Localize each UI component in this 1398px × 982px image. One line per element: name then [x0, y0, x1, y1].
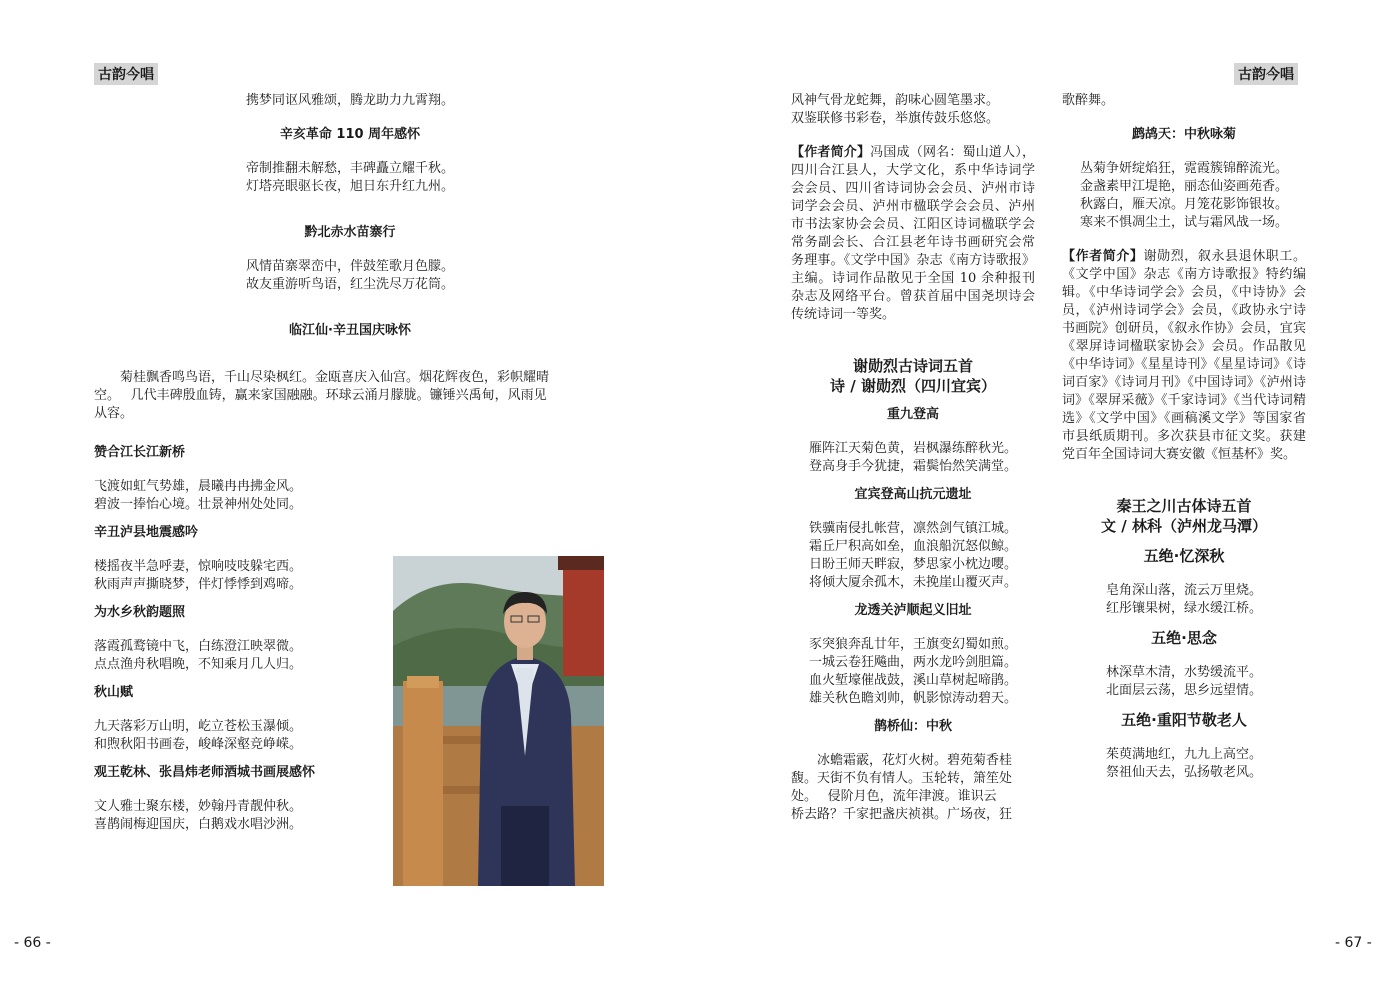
poem-title: 辛亥革命 110 周年感怀	[279, 127, 421, 142]
poem-line: 故友重游听鸟语，红尘洗尽万花筒。	[245, 277, 454, 292]
poem-title: 龙透关泸顺起义旧址	[854, 603, 972, 618]
poem-line: 将倾大厦余孤木，未挽崖山覆灭声。	[808, 575, 1017, 590]
poem-line: 和煦秋阳书画卷，峻峰深壑竞峥嵘。	[94, 737, 303, 752]
bio-label: 【作者简介】	[791, 145, 871, 160]
poem-line: 帝制推翻未解愁，丰碑矗立耀千秋。	[245, 161, 454, 176]
poem-line: 霜丘尸积高如垒，血浪船沉怒似鲸。	[808, 539, 1017, 554]
series-author: 诗 / 谢勋烈（四川宜宾）	[830, 377, 996, 395]
zhegutian-block	[1062, 110, 1306, 232]
poem-title: 五绝·忆深秋	[1143, 547, 1225, 565]
poem-line: 风情苗寨翠峦中，伴鼓笙歌月色朦。	[245, 259, 454, 274]
poem-line: 日盼王师天畔寂，梦思家小枕边嘤。	[808, 557, 1017, 572]
section-tag: 古韵今唱	[94, 63, 158, 85]
poem-line: 北面层云荡，思乡远望情。	[1105, 683, 1262, 698]
bio-label: 【作者简介】	[1062, 249, 1144, 264]
poem-title: 观王乾林、张昌炜老师酒城书画展感怀	[94, 765, 316, 780]
poem-line: 风神气骨龙蛇舞，韵味心圆笔墨求。	[791, 93, 1000, 108]
bio-text: 冯国成（网名：蜀山道人），四川合江县人，大学文化，系中华诗词学会会员、四川省诗词协会会员、泸州市诗词学会会员、泸州市楹联学会会员、泸州市书法家协会会员、江阳区诗词楹联学会常务副会长、合江县老年诗书画研究会常务理事。《文学中国》杂志《南方诗歌报》主编。诗词作品散见于全国 10 余种报刊杂志及网络平台。曾获首届中国尧坝诗会传统诗词一等奖。	[791, 145, 1035, 322]
poem-line: 飞渡如虹气势雄，晨曦冉冉拂金风。	[94, 479, 303, 494]
poem-line: 秋雨声声撕晓梦，伴灯悸悸到鸡啼。	[94, 577, 303, 592]
author-bio	[791, 144, 1035, 324]
poem-line: 碧波一捧怡心境。壮景神州处处同。	[94, 497, 303, 512]
poem-line: 从容。	[94, 406, 134, 421]
poem-line: 九天落彩万山明，屹立苍松玉瀑倾。	[94, 719, 303, 734]
poem-title: 五绝·重阳节敬老人	[1121, 711, 1247, 729]
series-author: 文 / 林科（泸州龙马潭）	[1101, 517, 1267, 535]
poem-line: 冰蟾霜霰，花灯火树。碧苑菊香桂	[817, 753, 1013, 768]
poem-line: 皂角深山落，流云万里烧。	[1105, 583, 1262, 598]
poem-line: 雄关秋色瞻刘帅，帆影惊涛动碧天。	[808, 691, 1017, 706]
poem-title: 秋山赋	[94, 685, 134, 700]
poem-title: 鹧鸪天：中秋咏菊	[1131, 127, 1236, 142]
poem-line: 空。 几代丰碑殷血铸，赢来家国融融。环球云涌月朦胧。镰锤兴禹甸，风雨见	[94, 388, 547, 403]
poem-title: 黔北赤水苗寨行	[304, 225, 396, 240]
poem-title: 辛丑泸县地震感吟	[94, 525, 199, 540]
poem-line: 喜鹊闹梅迎国庆，白鹅戏水唱沙洲。	[94, 817, 303, 832]
linjiang-ci-body	[94, 369, 614, 423]
poem-line: 菊桂飘香鸣鸟语，千山尽染枫红。金瓯喜庆入仙宫。烟花辉夜色，彩帜耀晴	[120, 370, 550, 385]
poem-line: 秋露白，雁天凉。月笼花影饰银妆。	[1079, 197, 1288, 212]
poem-line: 茱萸满地红，九九上高空。	[1105, 747, 1262, 762]
left-lower-column	[94, 444, 384, 834]
poem-line: 登高身手今犹捷，霜鬓怡然笑满堂。	[808, 459, 1017, 474]
page-number: - 66 -	[14, 935, 51, 951]
poem-title: 临江仙·辛丑国庆咏怀	[289, 323, 411, 338]
poem-title: 为水乡秋韵题照	[94, 605, 186, 620]
poem-line: 楼摇夜半急呼妻，惊响吱吱躲宅西。	[94, 559, 303, 574]
poem-line: 豕突狼奔乱廿年，王旗变幻蜀如煎。	[808, 637, 1017, 652]
right-column-2	[1062, 92, 1306, 782]
right-page	[699, 0, 1398, 982]
poem-line: 文人雅士聚东楼，妙翰丹青靓仲秋。	[94, 799, 303, 814]
poem-line: 祭祖仙天去，弘扬敬老风。	[1105, 765, 1262, 780]
poem-line: 血火堑壕催战鼓，溪山草树起啼鹃。	[808, 673, 1017, 688]
poem-line: 林深草木清，水势缓流平。	[1105, 665, 1262, 680]
poem-line: 灯塔亮眼驱长夜，旭日东升红九州。	[245, 179, 454, 194]
bio-text: 谢勋烈，叙永县退休职工。《文学中国》杂志《南方诗歌报》特约编辑。《中华诗词学会》会员，《中诗协》会员，《泸州诗词学会》会员，《政协永宁诗书画院》创研员，《叙永作协》会员，宜宾《翠屏诗词楹联家协会》会员。作品散见《中华诗词》《星星诗刊》《星星诗词》《诗词百家》《诗词月刊》《中国诗词》《泸州诗词》《翠屏采薇》《千家诗词》《当代诗词精选》《文学中国》《画稿溪文学》等国家省市县纸质期刊。多次获县市征文奖。获建党百年全国诗词大赛安徽《恒基杯》奖。	[1062, 249, 1306, 462]
poem-title: 重九登高	[886, 407, 939, 422]
poem-line: 馥。天街不负有情人。玉轮转，箫笙处	[791, 771, 1013, 786]
poem-line: 歌醉舞。	[1062, 93, 1115, 108]
poem-line: 红彤镶果树，绿水缓江桥。	[1105, 601, 1262, 616]
poem-title: 赞合江长江新桥	[94, 445, 186, 460]
poem-line: 一城云卷狂飚曲，两水龙吟剑胆篇。	[808, 655, 1017, 670]
author-bio	[1062, 248, 1306, 464]
series-title: 秦王之川古体诗五首	[1116, 497, 1252, 515]
left-centered-column	[160, 92, 540, 340]
right-column-1	[791, 92, 1035, 824]
poem-line: 点点渔舟秋唱晚，不知乘月几人归。	[94, 657, 303, 672]
poem-title: 宜宾登高山抗元遗址	[854, 487, 972, 502]
section-tag: 古韵今唱	[1234, 63, 1298, 85]
series-title: 谢勋烈古诗词五首	[852, 357, 973, 375]
series-header	[791, 356, 1035, 752]
series-header	[1062, 496, 1306, 782]
poem-line: 落霞孤鹜镜中飞，白练澄江映翠微。	[94, 639, 303, 654]
intro-line: 携梦同讴风雅颂，腾龙助力九霄翔。	[245, 93, 454, 108]
poem-line: 铁骥南侵扎帐营，凛然剑气镇江城。	[808, 521, 1017, 536]
poem-line: 雁阵江天菊色黄，岩枫瀑练醉秋光。	[808, 441, 1017, 456]
poem-line: 桥去路？千家把盏庆祯祺。广场夜，狂	[791, 807, 1013, 822]
poem-line: 双鉴联修书彩卷，举旗传鼓乐悠悠。	[791, 111, 1000, 126]
poem-line: 寒来不惧凋尘土，试与霜风战一场。	[1079, 215, 1288, 230]
poem-line: 处。 侵阶月色，流年津渡。谁识云	[791, 789, 997, 804]
poem-title: 鹊桥仙：中秋	[873, 719, 952, 734]
poem-title: 五绝·思念	[1151, 629, 1217, 647]
author-photo	[393, 556, 604, 886]
poem-line: 金盏素甲江堤艳，丽态仙姿画苑香。	[1079, 179, 1288, 194]
poem-line: 丛菊争妍绽焰狂，霓霞簇锦醉流光。	[1079, 161, 1288, 176]
page-number: - 67 -	[1335, 935, 1372, 951]
